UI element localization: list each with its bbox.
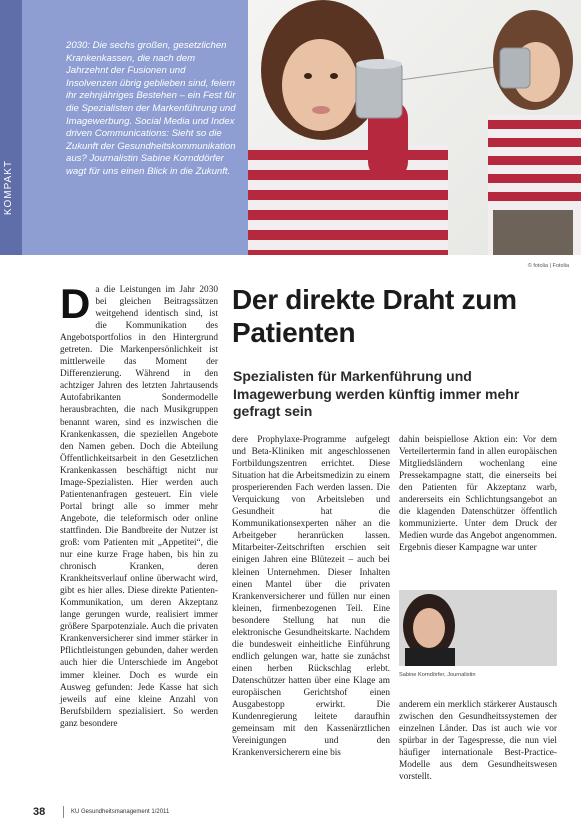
- article-column-3-bottom: [399, 699, 557, 783]
- article-column-3-top: [399, 434, 557, 554]
- author-photo: [399, 590, 557, 666]
- article-text-4: anderem ein merklich stärkerer Austausch zwischen den Gesundheitssystemen der einzelnen Länder. Das ist auch wie vor spürbar in der Tagespresse, die nun viel häufiger internationale Best-Practice-Modelle aus dem Gesundheitswesen vorstellt.: [399, 700, 557, 783]
- teaser-box: [22, 0, 248, 255]
- article-subhead: Spezialisten für Markenführung und Imagewerbung werden künftig immer mehr gefragt sein: [233, 368, 520, 419]
- section-strip: [0, 0, 22, 255]
- article-text-3: dahin beispiellose Aktion ein: Vor dem Verteilertermin fand in allen europäischen Mitgliedsländern wochenlang eine Pressekampagne statt, die einerseits bei den Patienten für Akzeptanz warb, andererseits ein Schlichtungsangebot an die klagenden Datenschützer öffentlich kommunizierte. Unter dem Druck der Medien wurde das Angebot angenommen. Ergebnis dieser Kampagne war unter: [399, 435, 557, 554]
- portrait-caption: Sabine Korndörfer, Journalistin: [399, 672, 476, 678]
- page-footer: [33, 806, 553, 820]
- photo-credit: © fotolia | Fotolia: [527, 263, 569, 269]
- children-tin-can-phone-photo: [248, 0, 581, 255]
- page-number: 38: [33, 806, 46, 818]
- drop-cap: D: [60, 280, 91, 327]
- article-headline: Der direkte Draht zum Patienten: [232, 284, 517, 348]
- section-label: KOMPAKT: [3, 160, 14, 216]
- striped-shirt-left: [248, 145, 448, 255]
- article-text-2: dere Prophylaxe-Programme aufgelegt und Beta-Kliniken mit angeschlossenen Fortbildungszentren errichtet. Diese Situation hat die Arbeitsmedizin zu einem prosperierenden Fach werden lassen. Die Verquickung von Arbeitsleben und Gesundheit hat die Kommunikationsexperten näher an die Arbeitgeber heranrücken lassen. Mitarbeiter-Zeitschriften erschien seit einigen Jahren eine Blütezeit – auch bei kleinen Unternehmen. Dieser Inhalten einen Mantel über die privaten Krankenversicherer und füllen nur einen kleinen, firmenbezogenen Teil. Eine besondere Stellung hat nun die elektronische Gesundheitskarte. Nachdem die bundesweit einheitliche Einführung endlich gelungen war, hatte sie zunächst einen herben Rückschlag erlebt. Datenschützer hatten über eine Klage am europäischen Gerichtshof einen Ausgabestopp erwirkt. Die Kundenregierung leitete daraufhin gemeinsam mit den Kassenärztlichen Vereinigungen und den Krankenversicherern eine bis: [232, 435, 390, 759]
- article-text-1: a die Leistungen im Jahr 2030 bei gleichen Beitragssätzen weitgehend identisch sind, ist die Kommunikation des Angebotsportfolios in den Hintergrund getreten. Die Markenpersönlichkeit ist mittlerweile das Moment der Differenzierung. Während in den achtziger Jahren des letzten Jahrtausends Autofabrikanten Sondermodelle herausbrachten, die nach Musikgruppen benannt waren, sind es inzwischen die Krankenkassen, die speziellen Angebote den Namen geben. Doch die Abteilung Öffentlichkeitsarbeit in den Gesetzlichen Krankenkassen beschäftigt nicht nur Image-Spezialisten. Hier werden auch Patientenanfragen gesteuert. Ein viele Portal bringt alle so immer mehr Angebote, die teleformisch oder online stattfinden. Die Bandbreite der Nutzer ist groß: vom Patienten mit „Appetitei“, die nur eine kurze Frage haben, bis hin zu chronisch Kranken, deren Krankheitsverlauf online überwacht wird, gibt es hier alles. Diese direkte Patienten-Kommunikation, um deren Akzeptanz lange gerungen wurde, realisiert immer größere Sparpotenziale. Auch die privaten Krankenversicherer sind immer stärker in Pflichtleistungen gebunden, daher werden auch hier die Unterschiede im Angebot immer kleiner. Doch es wurde ein Ausweg gefunden: Jede Kasse hat sich jeweils auf eine kleine Anzahl von Berufsbildern spezialisiert. So werden ganz besondere: [60, 285, 218, 729]
- author-portrait: [399, 590, 557, 666]
- article-column-2: [232, 434, 390, 759]
- teaser-text: 2030: Die sechs großen, gesetzlichen Krankenkassen, die nach dem Jahrzehnt der Fusionen und Insolvenzen übrig geblieben sind, feiern ihr zehnjähriges Bestehen – ein Fest für die Spezialisten der Markenführung und Imagewerbung. Social Media und Index driven Communications: Sieht so die Zukunft der Gesundheitskommunikation aus? Journalistin Sabine Kornddörfer wagt für uns einen Blick in die Zukunft.: [66, 40, 236, 177]
- header-photo: [248, 0, 581, 255]
- article-column-1: [60, 280, 218, 730]
- publication-name: KU Gesundheitsmanagement 1/2011: [71, 809, 170, 815]
- footer-divider: [63, 806, 64, 818]
